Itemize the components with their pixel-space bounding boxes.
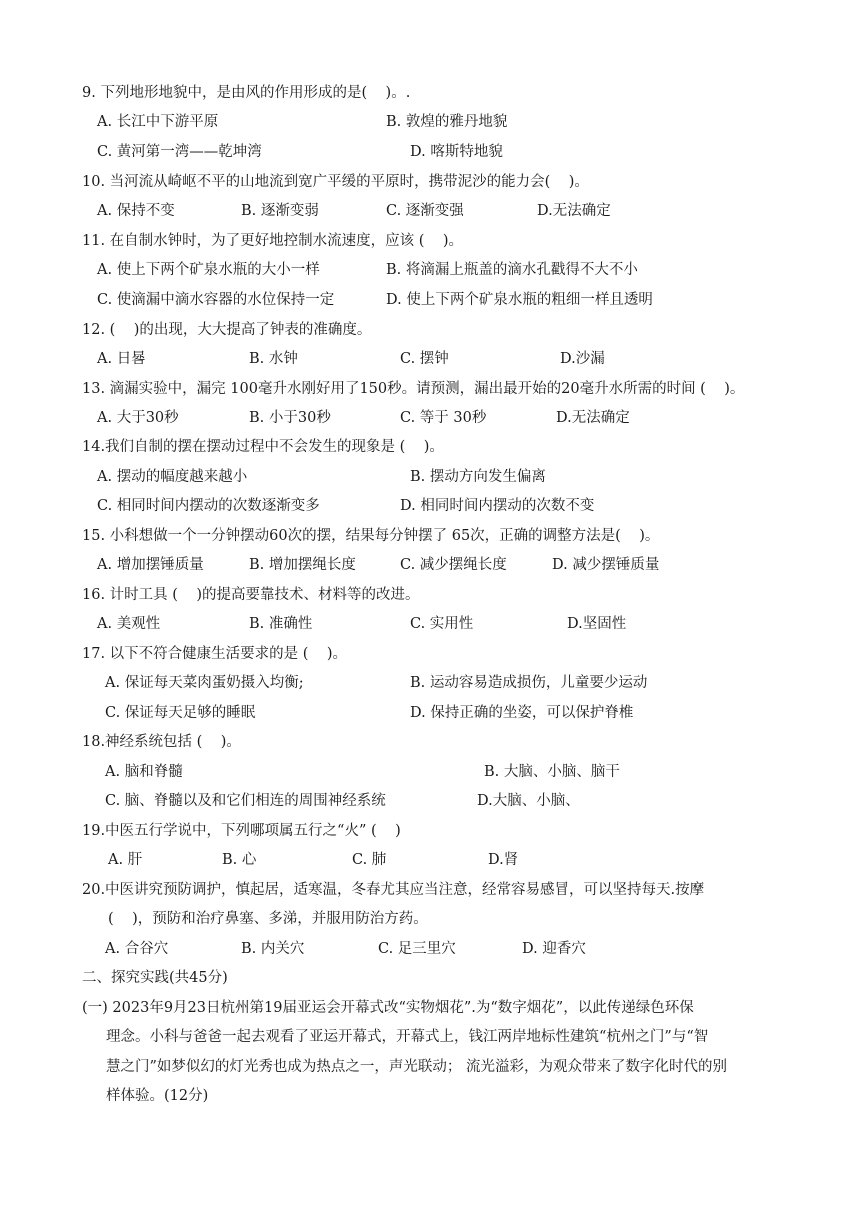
question-15-option-a: A. 增加摆锤质量: [97, 557, 204, 573]
question-17-option-d: D. 保持正确的坐姿，可以保护脊椎: [410, 705, 634, 721]
question-20-option-a: A. 合谷穴: [105, 941, 169, 957]
question-15-stem: 15. 小科想做一个一分钟摆动60次的摆，结果每分钟摆了 65次，正确的调整方法是( )。: [82, 528, 660, 544]
question-13-option-a: A. 大于30秒: [97, 410, 179, 426]
question-9-option-d: D. 喀斯特地貌: [410, 144, 503, 160]
question-10-option-d: D.无法确定: [537, 203, 611, 219]
question-18-option-c: C. 脑、脊髓以及和它们相连的周围神经系统: [105, 793, 386, 809]
question-11-option-c: C. 使滴漏中滴水容器的水位保持一定: [97, 292, 335, 308]
question-14-stem: 14.我们自制的摆在摆动过程中不会发生的现象是 ( )。: [82, 439, 444, 455]
question-10-option-c: C. 逐渐变强: [386, 203, 464, 219]
question-12-option-c: C. 摆钟: [400, 351, 449, 367]
question-14-option-d: D. 相同时间内摆动的次数不变: [400, 498, 595, 514]
section-2-paragraph-line-4: 样体验。(12分): [106, 1088, 209, 1104]
question-16-option-a: A. 美观性: [97, 616, 161, 632]
question-14-option-c: C. 相同时间内摆动的次数逐渐变多: [97, 498, 320, 514]
question-13-option-d: D.无法确定: [556, 410, 630, 426]
question-15-option-b: B. 增加摆绳长度: [249, 557, 356, 573]
question-18-option-d: D.大脑、小脑、: [477, 793, 580, 809]
question-20-stem-continued: ( )，预防和治疗鼻塞、多涕，并服用防治方药。: [108, 911, 428, 927]
question-12-stem: 12. ( )的出现，大大提高了钟表的准确度。: [82, 322, 372, 338]
question-20-option-d: D. 迎香穴: [522, 941, 586, 957]
question-11-option-d: D. 使上下两个矿泉水瓶的粗细一样且透明: [386, 292, 653, 308]
section-2-paragraph-line-3: 慧之门”如梦似幻的灯光秀也成为热点之一，声光联动； 流光溢彩，为观众带来了数字化时代的别: [106, 1059, 728, 1075]
question-9-stem: 9. 下列地形地貌中，是由风的作用形成的是( )。.: [82, 85, 411, 101]
question-20-option-b: B. 内关穴: [241, 941, 305, 957]
question-12-option-b: B. 水钟: [249, 351, 298, 367]
section-2-paragraph-line-1: (一) 2023年9月23日杭州第19届亚运会开幕式改“实物烟花”.为“数字烟花”，以此传递绿色环保: [82, 1000, 694, 1016]
question-18-stem: 18.神经系统包括 ( )。: [82, 734, 241, 750]
question-12-option-a: A. 日晷: [97, 351, 146, 367]
question-11-option-a: A. 使上下两个矿泉水瓶的大小一样: [97, 262, 320, 278]
question-19-option-b: B. 心: [222, 852, 257, 868]
question-17-stem: 17. 以下不符合健康生活要求的是 ( )。: [82, 646, 348, 662]
question-18-option-b: B. 大脑、小脑、脑干: [484, 764, 620, 780]
question-17-option-c: C. 保证每天足够的睡眠: [105, 705, 256, 721]
section-2-paragraph-line-2: 理念。小科与爸爸一起去观看了亚运开幕式，开幕式上，钱江两岸地标性建筑“杭州之门”与“智: [106, 1029, 709, 1045]
question-16-stem: 16. 计时工具 ( )的提高要靠技术、材料等的改进。: [82, 587, 420, 603]
question-12-option-d: D.沙漏: [560, 351, 605, 367]
question-9-option-a: A. 长江中下游平原: [97, 114, 219, 130]
question-10-option-a: A. 保持不变: [97, 203, 175, 219]
question-19-option-d: D.肾: [488, 852, 519, 868]
question-20-stem: 20.中医讲究预防调护，慎起居，适寒温，冬春尤其应当注意，经常容易感冒，可以坚持每天.按摩: [82, 882, 705, 898]
question-17-option-b: B. 运动容易造成损伤，儿童要少运动: [410, 675, 648, 691]
question-16-option-d: D.坚固性: [567, 616, 627, 632]
question-11-option-b: B. 将滴漏上瓶盖的滴水孔戳得不大不小: [386, 262, 638, 278]
question-10-option-b: B. 逐渐变弱: [241, 203, 319, 219]
question-19-option-a: A. 肝: [108, 852, 143, 868]
question-9-option-b: B. 敦煌的雅丹地貌: [386, 114, 508, 130]
question-17-option-a: A. 保证每天菜肉蛋奶摄入均衡;: [105, 675, 304, 691]
question-14-option-b: B. 摆动方向发生偏离: [410, 469, 546, 485]
question-16-option-c: C. 实用性: [410, 616, 474, 632]
question-14-option-a: A. 摆动的幅度越来越小: [97, 469, 248, 485]
question-19-option-c: C. 肺: [352, 852, 387, 868]
question-15-option-d: D. 减少摆锤质量: [552, 557, 660, 573]
question-18-option-a: A. 脑和脊髓: [105, 764, 183, 780]
question-15-option-c: C. 减少摆绳长度: [400, 557, 507, 573]
question-11-stem: 11. 在自制水钟时，为了更好地控制水流速度，应该 ( )。: [82, 233, 464, 249]
question-13-stem: 13. 滴漏实验中，漏完 100毫升水刚好用了150秒。请预测，漏出最开始的20毫升水所需的时间 ( )。: [82, 381, 745, 397]
question-16-option-b: B. 准确性: [249, 616, 313, 632]
question-20-option-c: C. 足三里穴: [378, 941, 456, 957]
question-13-option-b: B. 小于30秒: [249, 410, 331, 426]
section-2-title: 二、探究实践(共45分): [82, 970, 228, 986]
question-19-stem: 19.中医五行学说中，下列哪项属五行之“火” ( ): [82, 823, 401, 839]
question-13-option-c: C. 等于 30秒: [400, 410, 487, 426]
question-9-option-c: C. 黄河第一湾——乾坤湾: [97, 144, 262, 160]
question-10-stem: 10. 当河流从崎岖不平的山地流到宽广平缓的平原时，携带泥沙的能力会( )。: [82, 174, 589, 190]
